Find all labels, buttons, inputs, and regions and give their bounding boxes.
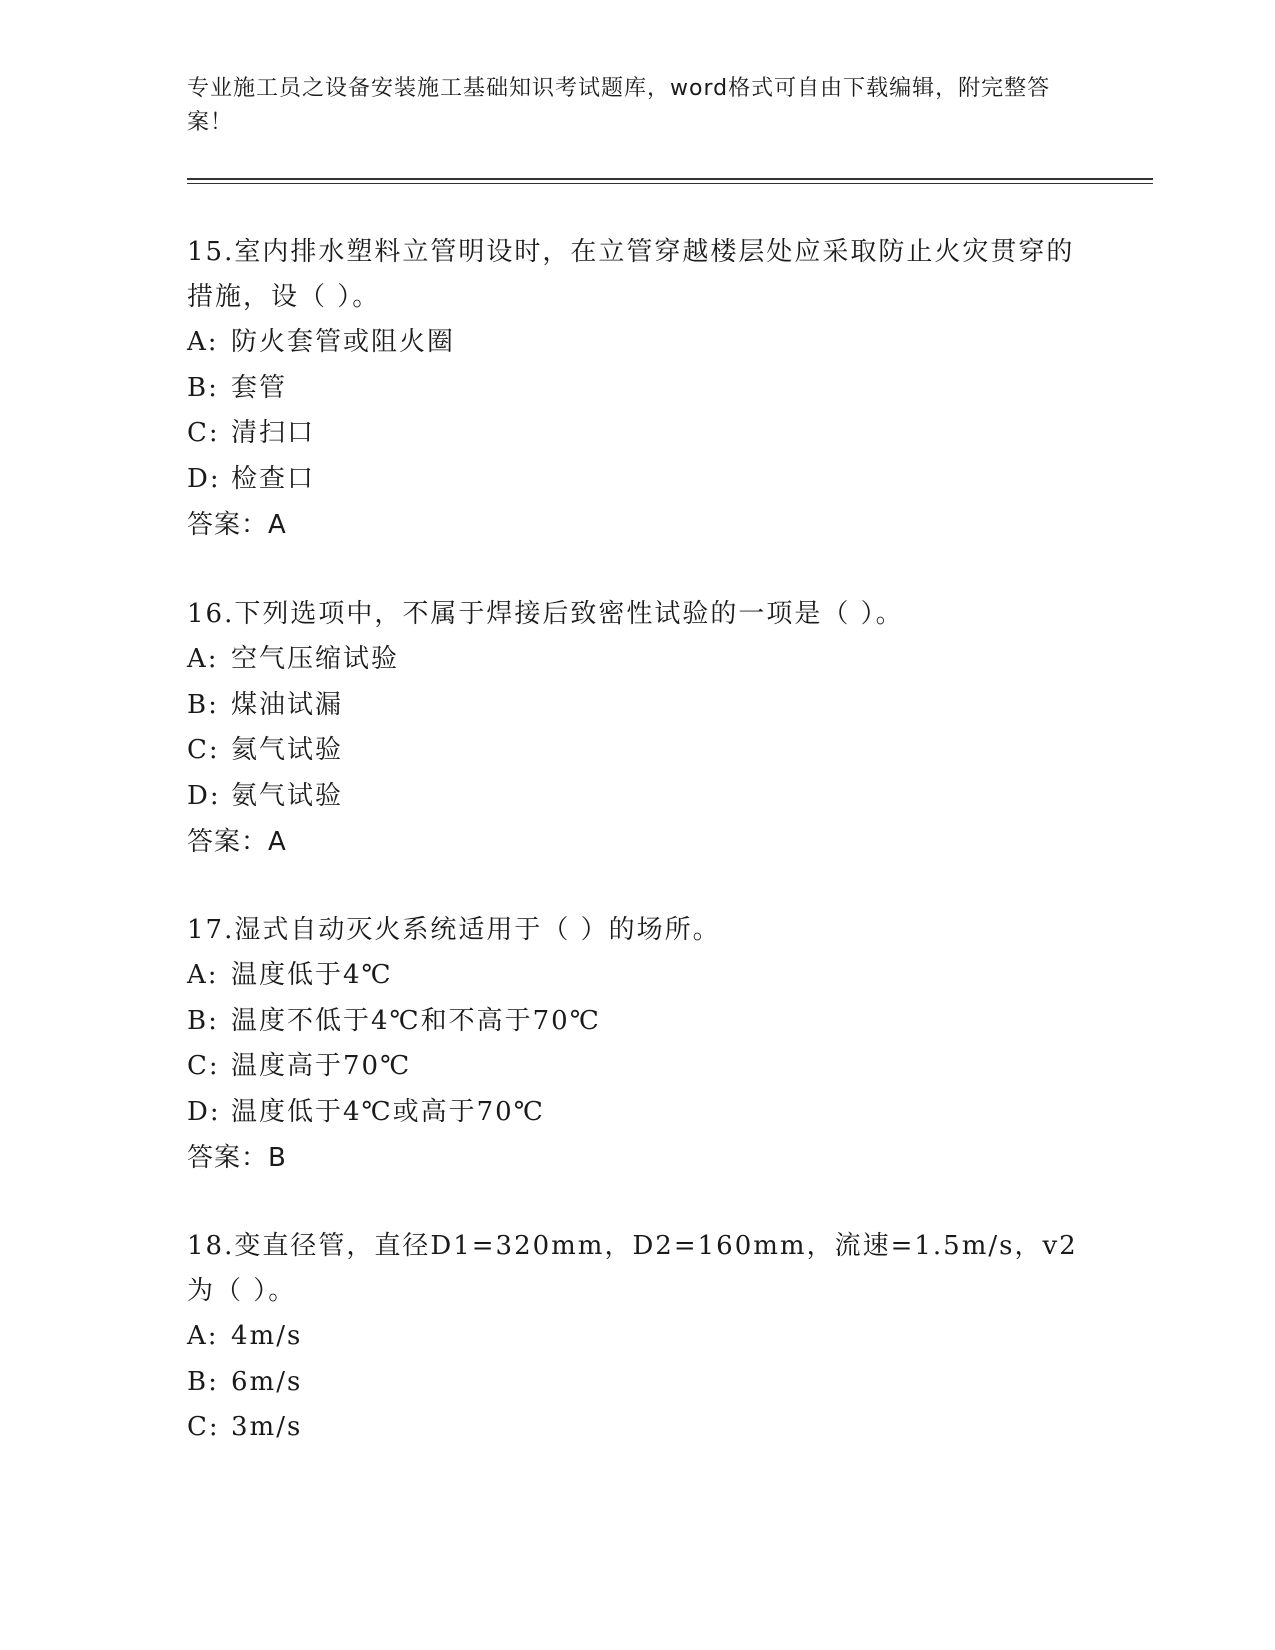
option-c [187,411,1087,457]
option-letter: C: [187,1051,220,1081]
option-c [187,1405,1087,1451]
document-header: 专业施工员之设备安装施工基础知识考试题库，word格式可自由下载编辑，附完整答案！ [187,76,1051,135]
question-stem: 18.变直径管，直径D1=320mm，D2=160mm，流速=1.5m/s，v2为（ ）。 [187,1231,1078,1306]
option-letter: B: [187,1005,219,1036]
option-letter: C: [187,418,220,448]
option-a [187,637,1087,683]
option-text: 防火套管或阻火圈 [231,327,456,357]
option-text: 空气压缩试验 [231,644,400,674]
option-text: 煤油试漏 [231,689,344,720]
option-b [187,366,1087,412]
option-letter: A: [187,1321,219,1351]
question-17 [187,908,1087,1181]
option-c [187,1044,1087,1090]
option-text: 6m/s [231,1366,303,1397]
question-18 [187,1224,1087,1451]
option-d [187,457,1087,503]
option-letter: D: [187,1096,221,1127]
option-letter: A: [187,644,219,674]
option-text: 温度高于70℃ [231,1051,412,1081]
option-d [187,774,1087,820]
header-divider [187,178,1153,184]
option-letter: C: [187,1412,220,1442]
option-text: 氨气试验 [231,780,344,811]
option-b [187,1360,1087,1406]
option-text: 检查口 [231,463,316,494]
option-letter: D: [187,780,221,811]
option-d [187,1090,1087,1136]
option-text: 温度不低于4℃和不高于70℃ [231,1005,601,1036]
option-text: 温度低于4℃或高于70℃ [231,1096,545,1127]
question-16 [187,592,1087,865]
option-a [187,953,1087,999]
answer-line: 答案：A [187,510,287,540]
question-stem: 16.下列选项中，不属于焊接后致密性试验的一项是（ ）。 [187,599,904,629]
option-text: 4m/s [231,1321,303,1351]
option-text: 套管 [231,372,288,403]
option-letter: B: [187,1366,219,1397]
answer-line: 答案：A [187,827,287,857]
option-text: 氦气试验 [231,735,344,765]
option-letter: D: [187,463,221,494]
option-text: 3m/s [231,1412,303,1442]
option-letter: A: [187,960,219,990]
answer-line: 答案：B [187,1143,287,1173]
option-text: 清扫口 [231,418,316,448]
option-letter: B: [187,372,219,403]
option-b [187,683,1087,729]
option-letter: A: [187,327,219,357]
question-stem: 15.室内排水塑料立管明设时，在立管穿越楼层处应采取防止火灾贯穿的措施，设（ ）。 [187,237,1075,312]
option-text: 温度低于4℃ [231,960,393,990]
option-letter: C: [187,735,220,765]
option-b [187,999,1087,1045]
question-15 [187,230,1087,548]
option-letter: B: [187,689,219,720]
option-a [187,1314,1087,1360]
question-stem: 17.湿式自动灭火系统适用于（ ）的场所。 [187,915,721,945]
option-a [187,320,1087,366]
option-c [187,728,1087,774]
